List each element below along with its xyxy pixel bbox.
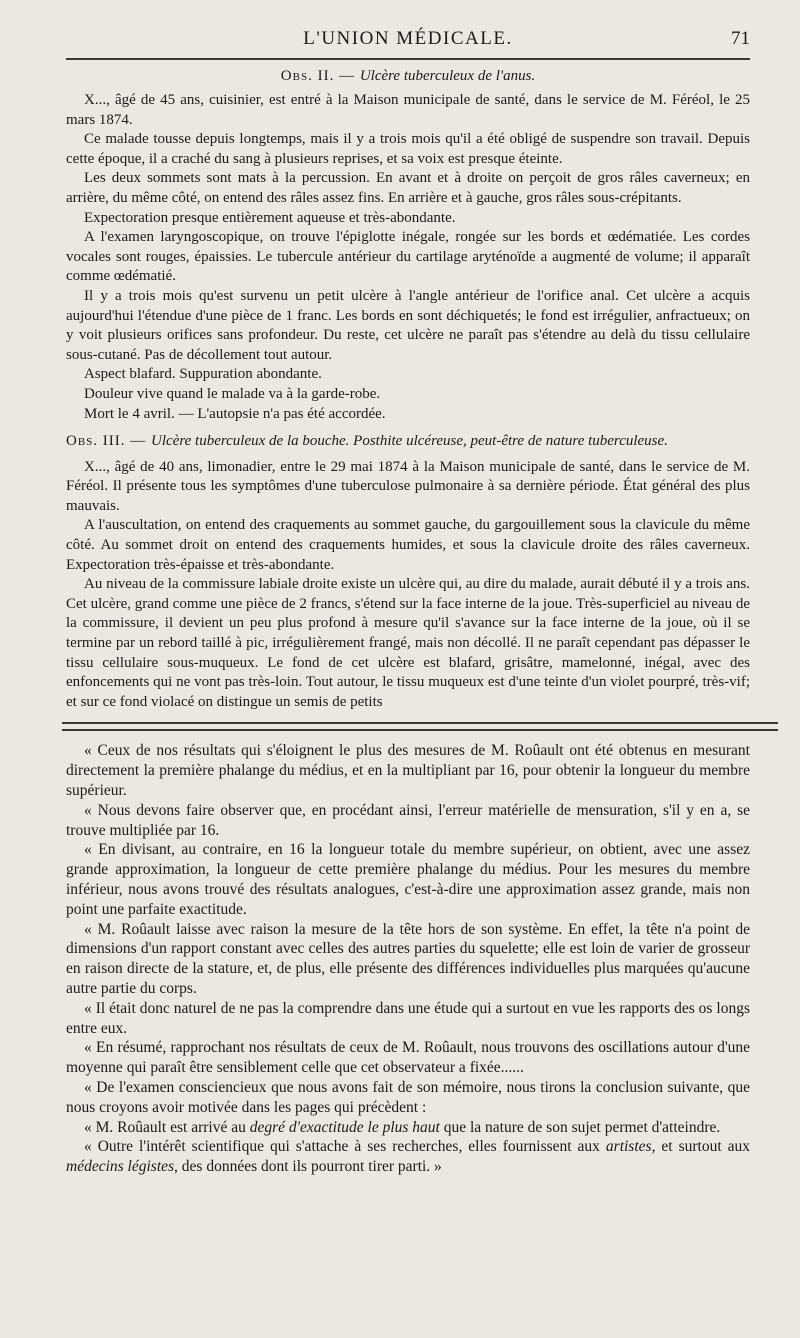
text-run: , et surtout aux <box>651 1138 750 1156</box>
feuilleton-paragraph: « M. Roûault laisse avec raison la mesure de la tête hors de son système. En effet, la tête n'a point de dimensions d'un rapport constant avec celles des autres parties du squelette; elle est loin de varier de grosseur en raison directe de la stature, et, de plus, elle présente des différences individuelles plus marquées qu'aucune autre partie du corps. <box>66 920 750 997</box>
feuilleton-paragraph <box>66 1137 750 1177</box>
feuilleton-paragraph <box>66 1118 750 1138</box>
emphasis: artistes <box>605 1138 652 1156</box>
obs2-paragraph: A l'examen laryngoscopique, on trouve l'épiglotte inégale, rongée sur les bords et œdématiée. Les cordes vocales sont rouges, épaissies. Le tubercule antérieur du cartilage aryténoïde a augmenté de volume; il apparaît comme œdématié. <box>66 229 750 285</box>
feuilleton-paragraph: « Ceux de nos résultats qui s'éloignent le plus des mesures de M. Roûault ont été obtenus en mesurant directement la première phalange du médius, et en la multipliant par 16, pour obtenir la longueur du membre supérieur. <box>66 742 750 799</box>
obs2-paragraph: Expectoration presque entièrement aqueuse et très-abondante. <box>84 209 456 226</box>
feuilleton-separator <box>62 722 778 731</box>
feuilleton-paragraph: « Nous devons faire observer que, en procédant ainsi, l'erreur matérielle de mensuration, s'il y en a, se trouve multipliée par 16. <box>66 801 750 839</box>
obs2-heading-title: Ulcère tuberculeux de l'anus. <box>359 68 536 84</box>
obs2-paragraph: Les deux sommets sont mats à la percussion. En avant et à droite on perçoit de gros râles caverneux; en arrière, du même côté, on entend des râles assez fins. En arrière et à gauche, gros râles sous-crépitants. <box>66 170 750 206</box>
obs2-paragraph: Ce malade tousse depuis longtemps, mais il y a trois mois qu'il a été obligé de suspendre son travail. Depuis cette époque, il a craché du sang à plusieurs reprises, et sa voix est presque éteinte. <box>66 131 750 167</box>
obs2-paragraph: Il y a trois mois qu'est survenu un petit ulcère à l'angle antérieur de l'orifice anal. Cet ulcère a acquis aujourd'hui l'étendue d'une pièce de 1 franc. Les bords en sont déchiquetés; le fond est irrégulier, anfractueux; on y voit plusieurs orifices sans profondeur. Du reste, cet ulcère ne paraît pas s'étendre au delà du tissu cellulaire sous-cutané. Pas de décollement tout autour. <box>66 287 750 363</box>
obs3-heading-prefix: Obs. III. — <box>66 433 152 450</box>
obs3-paragraph: X..., âgé de 40 ans, limonadier, entre le 29 mai 1874 à la Maison municipale de santé, dans le service de M. Féréol. Il présente tous les symptômes d'une tuberculose pulmonaire à sa dernière période. État général des plus mauvais. <box>66 458 750 514</box>
page-number: 71 <box>731 28 750 49</box>
running-head <box>66 18 750 58</box>
header-rule <box>66 58 750 60</box>
emphasis: degré d'exactitude le plus haut <box>249 1118 440 1136</box>
text-run: « M. Roûault est arrivé au <box>84 1118 250 1136</box>
feuilleton-paragraph: « En résumé, rapprochant nos résultats de ceux de M. Roûault, nous trouvons des oscillations autour d'une moyenne qui paraît être sensiblement celle que cet observateur a fixée...... <box>66 1039 750 1077</box>
text-run: , des données dont ils pourront tirer parti. » <box>174 1158 442 1176</box>
obs2-paragraph: Aspect blafard. Suppuration abondante. <box>84 366 322 383</box>
feuilleton-paragraph: « En divisant, au contraire, en 16 la longueur totale du membre supérieur, on obtient, avec une assez grande approximation, la longueur de cette première phalange du médius. Pour les mesures du membre inférieur, nous avons trouvé des résultats analogues, c'est-à-dire une approximation assez grande, mais non point une parfaite exactitude. <box>66 841 750 918</box>
text-run: que la nature de son sujet permet d'atteindre. <box>439 1118 721 1136</box>
feuilleton-paragraph: « Il était donc naturel de ne pas la comprendre dans une étude qui a surtout en vue les rapports des os longs entre eux. <box>66 999 750 1037</box>
obs3-paragraph: Au niveau de la commissure labiale droite existe un ulcère qui, au dire du malade, aurait débuté il y a trois ans. Cet ulcère, grand comme une pièce de 2 francs, s'étend sur la face interne de la joue. Très-superficiel au niveau de la commissure, il devient un peu plus profond à mesure qu'il s'avance sur la face interne de la joue, où il se termine par un rebord taillé à pic, irrégulièrement frangé, mais non décollé. Il ne paraît cependant pas dépasser le tissu cellulaire sous-muqueux. Le fond de cet ulcère est blafard, grisâtre, mamelonné, inégal, avec des enfoncements qui ne vont pas très-loin. Tout autour, le tissu muqueux est d'une teinte d'un violet pourpré, très-vif; et sur ce fond violacé on distingue un semis de petits <box>66 576 750 710</box>
obs3-heading-title: Ulcère tuberculeux de la bouche. Posthite ulcéreuse, peut-être de nature tuberculeuse. <box>151 433 668 450</box>
obs2-paragraph: X..., âgé de 45 ans, cuisinier, est entré à la Maison municipale de santé, dans le service de M. Féréol, le 25 mars 1874. <box>66 92 750 128</box>
running-title: L'UNION MÉDICALE. <box>303 28 513 49</box>
obs2-heading-prefix: Obs. II. — <box>280 68 360 84</box>
obs2-heading <box>66 68 750 85</box>
text-run: « Outre l'intérêt scientifique qui s'attache à ses recherches, elles fournissent aux <box>84 1138 606 1156</box>
obs3-heading <box>66 432 750 452</box>
feuilleton <box>66 741 750 1177</box>
feuilleton-paragraph: « De l'examen consciencieux que nous avons fait de son mémoire, nous tirons la conclusion suivante, que nous croyons avoir motivée dans les pages qui précèdent : <box>66 1078 750 1116</box>
emphasis: médecins légistes <box>66 1158 175 1176</box>
obs2-paragraph: Douleur vive quand le malade va à la garde-robe. <box>84 385 381 402</box>
obs2-paragraph: Mort le 4 avril. — L'autopsie n'a pas été accordée. <box>84 405 386 422</box>
obs3-paragraph: A l'auscultation, on entend des craquements au sommet gauche, du gargouillement sous la clavicule du même côté. Au sommet droit on entend des craquements humides, et sous la clavicule droite des râles caverneux. Expectoration très-épaisse et très-abondante. <box>66 517 750 573</box>
